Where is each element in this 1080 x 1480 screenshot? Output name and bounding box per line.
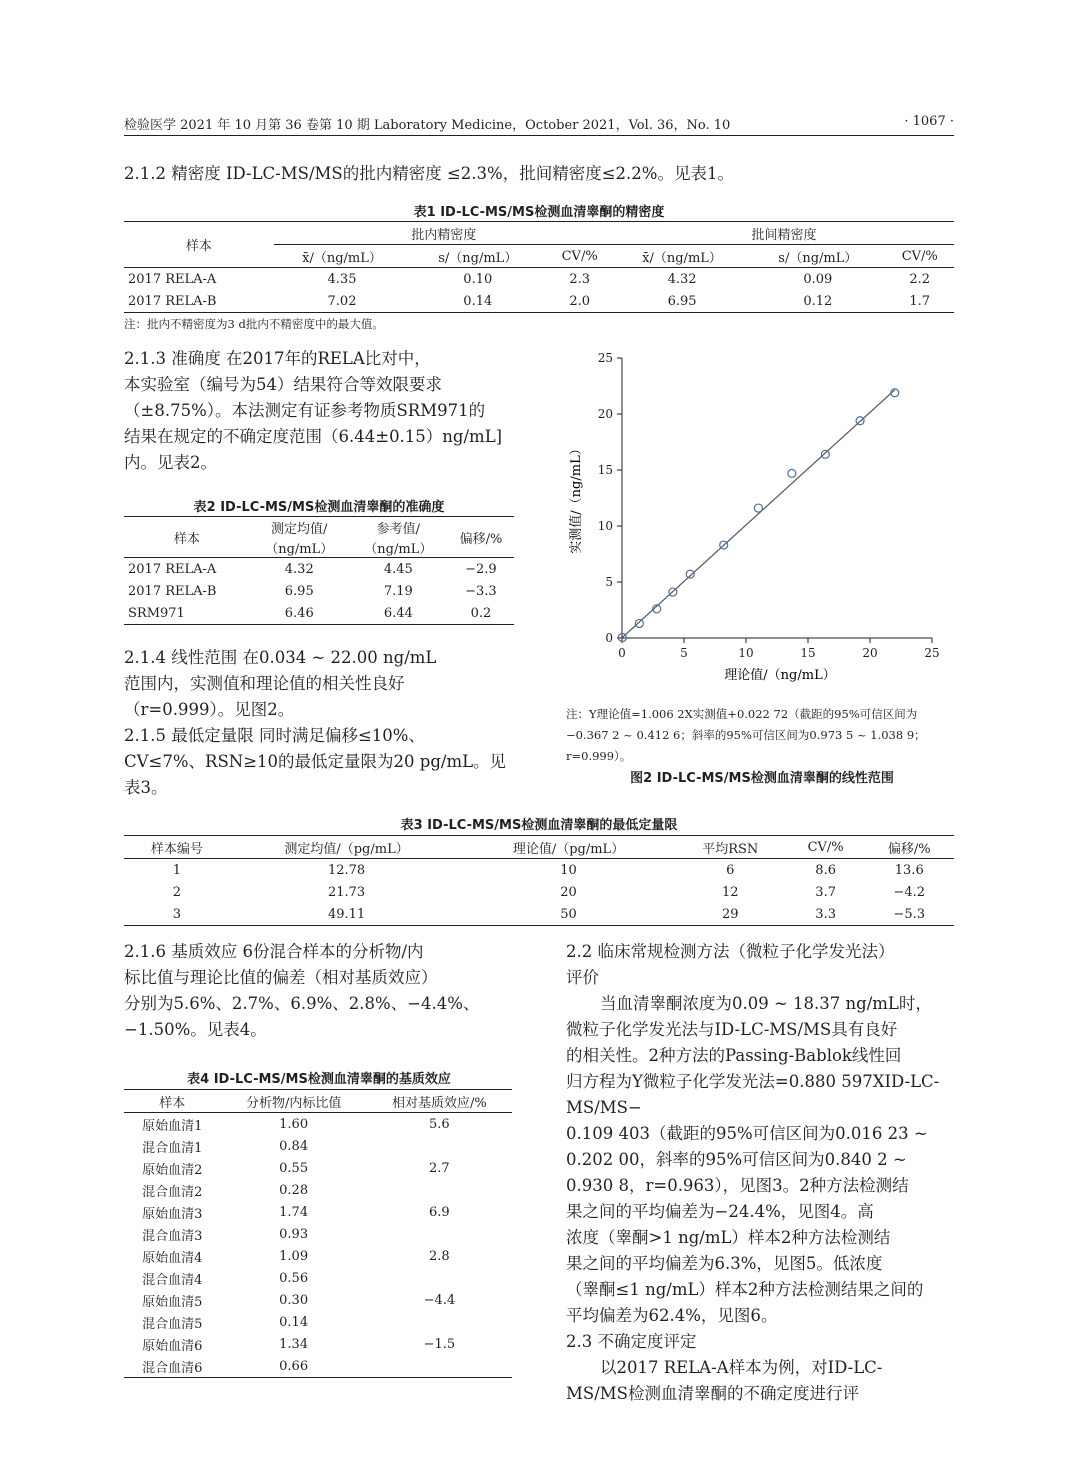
table-row bbox=[124, 859, 954, 882]
table3-header: 样本编号 bbox=[124, 836, 230, 859]
table2-caption: 表2 ID-LC-MS/MS检测血清睾酮的准确度 bbox=[193, 500, 445, 515]
table-row bbox=[124, 1311, 512, 1333]
cell: 0.84 bbox=[279, 1138, 309, 1154]
text-line: 本实验室（编号为54）结果符合等效限要求 bbox=[124, 375, 442, 394]
text-line: （r=0.999）。见图2。 bbox=[124, 700, 295, 719]
cell: 0.28 bbox=[279, 1182, 309, 1198]
cell: 2.2 bbox=[909, 271, 931, 287]
table3-header: 偏移/% bbox=[865, 836, 955, 859]
cell: 6.9 bbox=[429, 1204, 450, 1220]
figure2-note bbox=[566, 704, 958, 767]
cell: 原始血清1 bbox=[142, 1118, 203, 1134]
cell: −4.2 bbox=[893, 884, 926, 900]
text-line: 0.109 403（截距的95%可信区间为0.016 23 ~ bbox=[566, 1124, 928, 1143]
cell: 混合血清1 bbox=[142, 1140, 203, 1156]
text-line: CV≤7%、RSN≥10的最低定量限为20 pg/mL。见 bbox=[124, 752, 507, 771]
cell: 0.10 bbox=[463, 271, 493, 287]
table1-col: s/（ng/mL） bbox=[750, 245, 885, 268]
text-line: 平均偏差为62.4%，见图6。 bbox=[566, 1306, 778, 1325]
section-heading: 2.3 不确定度评定 bbox=[566, 1332, 697, 1351]
cell: 4.45 bbox=[383, 561, 413, 577]
x-tick-label: 15 bbox=[800, 646, 816, 660]
y-tick-label: 10 bbox=[597, 519, 613, 533]
x-axis-label: 理论值/（ng/mL） bbox=[724, 668, 836, 683]
cell: 2017 RELA-B bbox=[124, 290, 274, 313]
cell: 1.60 bbox=[279, 1116, 309, 1132]
table-row bbox=[124, 1355, 512, 1378]
text-line: 2.1.3 准确度 在2017年的RELA比对中， bbox=[124, 349, 431, 368]
table2-header: 参考值/ bbox=[349, 517, 448, 538]
cell: 20 bbox=[560, 884, 577, 900]
table1-group-within: 批内精密度 bbox=[274, 222, 614, 245]
table3-header: 理论值/（pg/mL） bbox=[463, 836, 674, 859]
x-tick-label: 10 bbox=[738, 646, 754, 660]
cell: 2.3 bbox=[569, 271, 590, 287]
text-span: 当血清睾酮浓度为0.09 ~ 18.37 ng/mL时， bbox=[600, 994, 932, 1013]
table-row bbox=[124, 881, 954, 903]
table1-col: CV/% bbox=[885, 245, 954, 268]
text-line: −1.50%。见表4。 bbox=[124, 1020, 267, 1039]
text-line: 内。见表2。 bbox=[124, 453, 217, 472]
cell: −4.4 bbox=[423, 1292, 456, 1308]
table1-caption: 表1 ID-LC-MS/MS检测血清睾酮的精密度 bbox=[413, 205, 665, 220]
x-tick-label: 0 bbox=[618, 646, 626, 660]
table2 bbox=[124, 516, 514, 625]
cell: 49.11 bbox=[230, 903, 463, 926]
cell: 0.93 bbox=[279, 1226, 309, 1242]
table4-caption: 表4 ID-LC-MS/MS检测血清睾酮的基质效应 bbox=[187, 1072, 451, 1087]
table1-col: CV/% bbox=[545, 245, 613, 268]
cell: 6.95 bbox=[284, 583, 314, 599]
text-line: 分别为5.6%、2.7%、6.9%、2.8%、−4.4%、 bbox=[124, 994, 480, 1013]
table-row bbox=[124, 1223, 512, 1245]
cell: 原始血清6 bbox=[142, 1338, 203, 1354]
table-row bbox=[124, 1179, 512, 1201]
table4 bbox=[124, 1089, 512, 1378]
text-line: 2.1.6 基质效应 6份混合样本的分析物/内 bbox=[124, 942, 424, 961]
cell: −2.9 bbox=[465, 561, 497, 577]
text-line: 2.1.4 线性范围 在0.034 ~ 22.00 ng/mL bbox=[124, 648, 437, 667]
y-tick-label: 20 bbox=[597, 407, 613, 421]
cell: 原始血清3 bbox=[142, 1206, 203, 1222]
table3 bbox=[124, 835, 954, 926]
cell: 混合血清4 bbox=[142, 1272, 203, 1288]
table3-header: CV/% bbox=[787, 836, 865, 859]
cell bbox=[367, 1311, 512, 1333]
table-row bbox=[124, 903, 954, 926]
cell: 0.66 bbox=[221, 1355, 367, 1378]
cell: 6.46 bbox=[250, 602, 349, 625]
x-tick-label: 20 bbox=[862, 646, 878, 660]
section-2-1-2: 2.1.2 精密度 ID-LC-MS/MS的批内精密度 ≤2.3%，批间精密度≤2.2%。见表1。 bbox=[124, 164, 734, 183]
table1-note: 注：批内不精密度为3 d批内不精密度中的最大值。 bbox=[124, 317, 384, 331]
text-line: （±8.75%）。本法测定有证参考物质SRM971的 bbox=[124, 401, 486, 420]
section-2-1-5 bbox=[124, 723, 524, 801]
section-2-1-6 bbox=[124, 939, 524, 1043]
cell: 7.19 bbox=[383, 583, 413, 599]
y-tick-label: 5 bbox=[605, 575, 613, 589]
cell: 8.6 bbox=[815, 862, 836, 878]
cell: 2 bbox=[172, 884, 182, 900]
cell: 6.95 bbox=[614, 290, 750, 313]
cell: 2.8 bbox=[429, 1248, 450, 1264]
page-number: · 1067 · bbox=[904, 114, 954, 129]
cell: 混合血清6 bbox=[124, 1355, 221, 1378]
cell: 29 bbox=[674, 903, 787, 926]
cell: 3.7 bbox=[815, 884, 836, 900]
header-rule bbox=[124, 135, 954, 136]
table-row bbox=[124, 580, 514, 602]
cell: 1 bbox=[172, 862, 182, 878]
cell: 7.02 bbox=[274, 290, 410, 313]
table-row bbox=[124, 1157, 512, 1179]
text-line: 归方程为Y微粒子化学发光法=0.880 597XID-LC-MS/MS− bbox=[566, 1072, 940, 1117]
table-row bbox=[124, 558, 514, 581]
text-line: 浓度（睾酮>1 ng/mL）样本2种方法检测结 bbox=[566, 1228, 891, 1247]
cell: 0.09 bbox=[803, 271, 833, 287]
text-line: 结果在规定的不确定度范围（6.44±0.15）ng/mL] bbox=[124, 427, 503, 446]
text-line: 评价 bbox=[566, 968, 599, 987]
section-2-1-4 bbox=[124, 645, 524, 723]
cell: 3.3 bbox=[787, 903, 865, 926]
section-heading: 2.2 临床常规检测方法（微粒子化学发光法） bbox=[566, 942, 895, 961]
table4-header: 样本 bbox=[124, 1090, 221, 1113]
x-tick-label: 25 bbox=[924, 646, 940, 660]
table2-header: 样本 bbox=[124, 517, 250, 558]
table-row bbox=[124, 1113, 512, 1136]
cell: 2.0 bbox=[545, 290, 613, 313]
text-line: 果之间的平均偏差为6.3%，见图5。低浓度 bbox=[566, 1254, 883, 1273]
running-header bbox=[124, 114, 954, 136]
text-line: 的相关性。2种方法的Passing-Bablok线性回 bbox=[566, 1046, 902, 1065]
table-row bbox=[124, 1289, 512, 1311]
cell: 1.7 bbox=[885, 290, 954, 313]
table2-header-unit: （ng/mL） bbox=[250, 537, 349, 558]
text-line: 2.1.5 最低定量限 同时满足偏移≤10%、 bbox=[124, 726, 425, 745]
table2-header: 测定均值/ bbox=[250, 517, 349, 538]
table1-row-header: 样本 bbox=[124, 222, 274, 268]
table4-header: 分析物/内标比值 bbox=[221, 1090, 367, 1113]
cell: 2.7 bbox=[429, 1160, 450, 1176]
cell: 混合血清2 bbox=[142, 1184, 203, 1200]
cell bbox=[367, 1135, 512, 1157]
cell: 2017 RELA-B bbox=[128, 583, 217, 599]
section-2-2 bbox=[566, 939, 966, 1407]
cell: 0.56 bbox=[279, 1270, 309, 1286]
table1 bbox=[124, 221, 954, 313]
cell: 4.35 bbox=[327, 271, 357, 287]
note-line: r=0.999）。 bbox=[566, 749, 632, 763]
cell: 混合血清3 bbox=[142, 1228, 203, 1244]
cell: 1.09 bbox=[279, 1248, 309, 1264]
text-line bbox=[566, 991, 966, 1017]
cell: 1.34 bbox=[279, 1336, 309, 1352]
y-tick-label: 0 bbox=[605, 631, 613, 645]
note-line: −0.367 2 ~ 0.412 6；斜率的95%可信区间为0.973 5 ~ 1.038 9； bbox=[566, 728, 926, 742]
text-line: 范围内，实测值和理论值的相关性良好 bbox=[124, 674, 405, 693]
journal-header: 检验医学 2021 年 10 月第 36 卷第 10 期 Laboratory Medicine，October 2021，Vol. 36，No. 10 bbox=[124, 118, 731, 133]
text-line: 0.930 8，r=0.963），见图3。2种方法检测结 bbox=[566, 1176, 909, 1195]
note-line: 注：Y理论值=1.006 2X实测值+0.022 72（截距的95%可信区间为 bbox=[566, 707, 918, 721]
table-row bbox=[124, 1135, 512, 1157]
cell: 4.32 bbox=[284, 561, 314, 577]
table-row bbox=[124, 1201, 512, 1223]
linearity-scatter-chart bbox=[560, 340, 960, 695]
cell: 0.30 bbox=[279, 1292, 309, 1308]
cell: 10 bbox=[560, 862, 577, 878]
cell bbox=[367, 1179, 512, 1201]
table1-col: x̄/（ng/mL） bbox=[614, 245, 750, 268]
cell: 12 bbox=[722, 884, 739, 900]
cell: 原始血清2 bbox=[142, 1162, 203, 1178]
text-span: 以2017 RELA-A样本为例，对ID-LC- bbox=[600, 1358, 883, 1377]
table-row bbox=[124, 290, 954, 313]
data-point bbox=[635, 619, 643, 627]
cell: 0.14 bbox=[279, 1314, 309, 1330]
table-row bbox=[124, 1245, 512, 1267]
table2-header: 偏移/% bbox=[448, 517, 514, 558]
cell: 21.73 bbox=[327, 884, 366, 900]
table1-group-between: 批间精密度 bbox=[614, 222, 954, 245]
cell: 4.32 bbox=[667, 271, 697, 287]
data-point bbox=[821, 450, 829, 458]
x-tick-label: 5 bbox=[680, 646, 688, 660]
data-point bbox=[754, 504, 762, 512]
text-line: 果之间的平均偏差为−24.4%，见图4。高 bbox=[566, 1202, 874, 1221]
table2-header-unit: （ng/mL） bbox=[349, 537, 448, 558]
text-line: 标比值与理论比值的偏差（相对基质效应） bbox=[124, 968, 438, 987]
cell: −3.3 bbox=[465, 583, 497, 599]
text-line: 0.202 00，斜率的95%可信区间为0.840 2 ~ bbox=[566, 1150, 907, 1169]
text-line: 微粒子化学发光法与ID-LC-MS/MS具有良好 bbox=[566, 1020, 898, 1039]
table-row bbox=[124, 1267, 512, 1289]
table3-header: 测定均值/（pg/mL） bbox=[230, 836, 463, 859]
cell: 6.44 bbox=[349, 602, 448, 625]
cell bbox=[367, 1267, 512, 1289]
table-row bbox=[124, 268, 954, 291]
table-row bbox=[124, 1333, 512, 1355]
cell: 1.74 bbox=[279, 1204, 309, 1220]
cell: 原始血清5 bbox=[142, 1294, 203, 1310]
cell: 0.12 bbox=[750, 290, 885, 313]
table3-caption: 表3 ID-LC-MS/MS检测血清睾酮的最低定量限 bbox=[400, 818, 678, 833]
data-point bbox=[788, 469, 796, 477]
table4-header: 相对基质效应/% bbox=[367, 1090, 512, 1113]
table1-col: x̄/（ng/mL） bbox=[274, 245, 410, 268]
cell: 0.2 bbox=[448, 602, 514, 625]
cell: 0.14 bbox=[410, 290, 545, 313]
y-axis-label: 实测值/（ng/mL） bbox=[569, 442, 584, 554]
text-line: MS/MS检测血清睾酮的不确定度进行评 bbox=[566, 1384, 859, 1403]
cell: 2017 RELA-A bbox=[128, 271, 217, 287]
text-line: （睾酮≤1 ng/mL）样本2种方法检测结果之间的 bbox=[566, 1280, 924, 1299]
cell bbox=[367, 1355, 512, 1378]
cell: 13.6 bbox=[894, 862, 924, 878]
cell: −1.5 bbox=[423, 1336, 456, 1352]
cell: SRM971 bbox=[124, 602, 250, 625]
cell: 2017 RELA-A bbox=[128, 561, 217, 577]
text-line: 表3。 bbox=[124, 778, 168, 797]
cell bbox=[367, 1223, 512, 1245]
text-line bbox=[566, 1355, 966, 1381]
cell: 50 bbox=[463, 903, 674, 926]
table-row bbox=[124, 602, 514, 625]
cell: 3 bbox=[124, 903, 230, 926]
y-tick-label: 15 bbox=[597, 463, 613, 477]
cell: −5.3 bbox=[865, 903, 955, 926]
cell: 5.6 bbox=[429, 1116, 450, 1132]
y-tick-label: 25 bbox=[597, 351, 613, 365]
data-point bbox=[686, 570, 694, 578]
cell: 0.55 bbox=[279, 1160, 309, 1176]
figure2-caption: 图2 ID-LC-MS/MS检测血清睾酮的线性范围 bbox=[630, 771, 894, 786]
cell: 混合血清5 bbox=[142, 1316, 203, 1332]
cell: 12.78 bbox=[327, 862, 366, 878]
table1-col: s/（ng/mL） bbox=[410, 245, 545, 268]
section-2-1-3 bbox=[124, 346, 524, 476]
cell: 6 bbox=[726, 862, 735, 878]
regression-line bbox=[622, 390, 895, 638]
table3-header: 平均RSN bbox=[674, 836, 787, 859]
cell: 原始血清4 bbox=[142, 1250, 203, 1266]
